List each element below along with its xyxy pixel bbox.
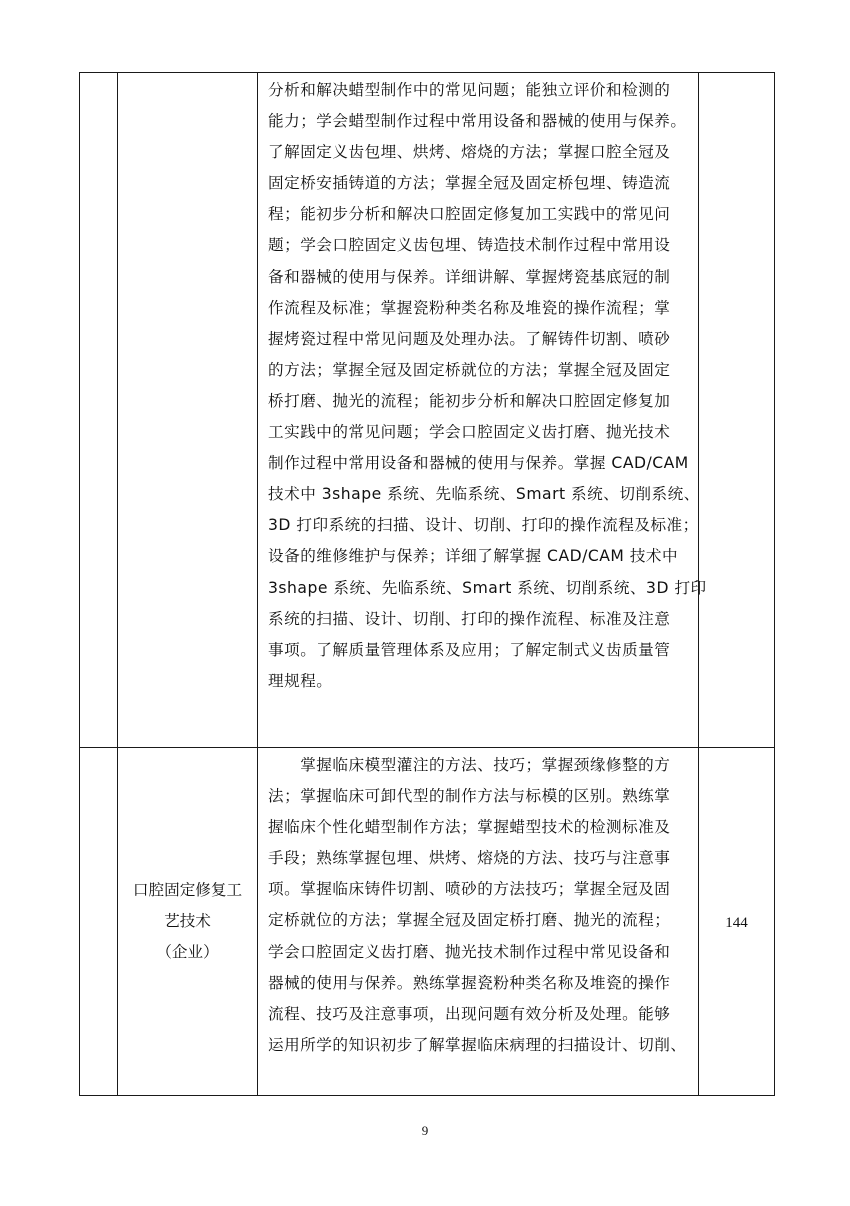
text-line: 握烤瓷过程中常见问题及处理办法。了解铸件切割、喷砂	[268, 329, 671, 348]
text-line: 握临床个性化蜡型制作方法；掌握蜡型技术的检测标准及	[268, 818, 671, 837]
page-number: 9	[421, 1123, 429, 1138]
text-line: 固定桥安插铸道的方法；掌握全冠及固定桥包埋、铸造流	[268, 174, 671, 193]
text-line: 系统的扫描、设计、切削、打印的操作流程、标准及注意	[268, 609, 671, 628]
text-line: 工实践中的常见问题；学会口腔固定义齿打磨、抛光技术	[268, 423, 671, 442]
content-cell	[258, 73, 707, 748]
text-line: 了解固定义齿包埋、烘烤、熔烧的方法；掌握口腔全冠及	[268, 143, 671, 162]
text-line: 分析和解决蜡型制作中的常见问题；能独立评价和检测的	[268, 81, 671, 99]
course-content-text	[258, 748, 698, 1095]
course-name-cell	[118, 748, 258, 1096]
text-line: 题；学会口腔固定义齿包埋、铸造技术制作过程中常用设	[268, 236, 671, 255]
text-line: 法；掌握临床可卸代型的制作方法与标模的区别。熟练掌	[268, 787, 671, 806]
text-line: 能力；学会蜡型制作过程中常用设备和器械的使用与保养。	[268, 112, 687, 131]
text-line: 备和器械的使用与保养。详细讲解、掌握烤瓷基底冠的制	[268, 267, 671, 286]
content-cell	[258, 748, 699, 1096]
text-line: 技术中 3shape 系统、先临系统、Smart 系统、切削系统、	[268, 485, 700, 504]
course-hours: 144	[725, 914, 748, 931]
text-line: 定桥就位的方法；掌握全冠及固定桥打磨、抛光的流程；	[268, 911, 671, 930]
text-line: 口腔固定修复工	[132, 881, 243, 899]
text-line: （企业）	[156, 943, 219, 961]
text-line: 项。掌握临床铸件切割、喷砂的方法技巧；掌握全冠及固	[268, 880, 671, 899]
text-line: 制作过程中常用设备和器械的使用与保养。掌握 CAD/CAM	[268, 454, 689, 473]
text-line: 流程、技巧及注意事项，出现问题有效分析及处理。能够	[268, 1004, 671, 1023]
course-content-text	[258, 73, 707, 747]
table-row	[80, 73, 775, 748]
index-cell	[80, 748, 118, 1096]
course-name-cell	[118, 73, 258, 748]
text-line: 器械的使用与保养。熟练掌握瓷粉种类名称及堆瓷的操作	[268, 973, 671, 992]
text-line: 桥打磨、抛光的流程；能初步分析和解决口腔固定修复加	[268, 391, 671, 410]
index-cell	[80, 73, 118, 748]
hours-cell	[699, 73, 775, 748]
hours-cell	[699, 748, 775, 1096]
text-line: 手段；熟练掌握包埋、烘烤、熔烧的方法、技巧与注意事	[268, 849, 671, 868]
text-line: 作流程及标准；掌握瓷粉种类名称及堆瓷的操作流程；掌	[268, 298, 671, 317]
text-line: 设备的维修维护与保养；详细了解掌握 CAD/CAM 技术中	[268, 547, 679, 566]
text-line: 掌握临床模型灌注的方法、技巧；掌握颈缘修整的方	[268, 756, 671, 774]
text-line: 3D 打印系统的扫描、设计、切削、打印的操作流程及标准；	[268, 516, 699, 535]
table-row	[80, 748, 775, 1096]
text-line: 运用所学的知识初步了解掌握临床病理的扫描设计、切削、	[268, 1035, 687, 1054]
curriculum-table	[79, 72, 775, 1096]
text-line: 学会口腔固定义齿打磨、抛光技术制作过程中常见设备和	[268, 942, 671, 961]
text-line: 艺技术	[164, 912, 211, 930]
course-name-text	[118, 875, 257, 968]
text-line: 理规程。	[268, 671, 333, 690]
text-line: 3shape 系统、先临系统、Smart 系统、切削系统、3D 打印	[268, 578, 707, 597]
text-line: 的方法；掌握全冠及固定桥就位的方法；掌握全冠及固定	[268, 360, 671, 379]
text-line: 程；能初步分析和解决口腔固定修复加工实践中的常见问	[268, 205, 671, 224]
text-line: 事项。了解质量管理体系及应用；了解定制式义齿质量管	[268, 640, 671, 659]
